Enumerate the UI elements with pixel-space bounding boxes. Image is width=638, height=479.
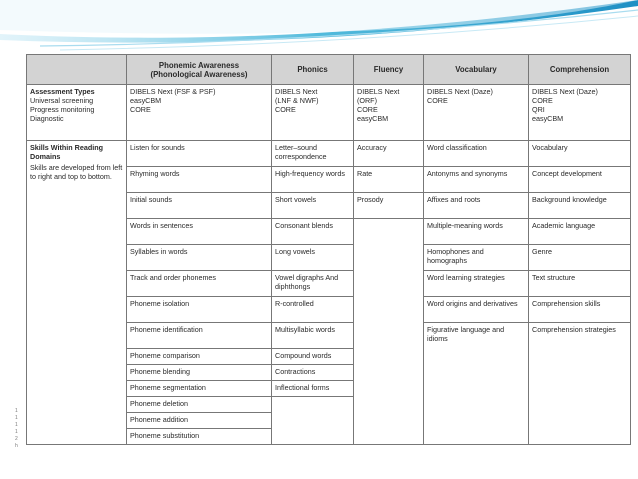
phonemic-skill: Phoneme addition [127,413,272,429]
vocabulary-skill: Homophones and homographs [424,245,529,271]
phonemic-skill: Initial sounds [127,193,272,219]
phonemic-skill: Rhyming words [127,167,272,193]
vocabulary-skill: Multiple-meaning words [424,219,529,245]
phonics-skill: Long vowels [272,245,354,271]
phonics-skill: High-frequency words [272,167,354,193]
skills-within-domains-cell: Skills Within Reading Domains Skills are developed from left to right and top to bottom. [27,141,127,445]
header-phonics: Phonics [272,55,354,85]
phonics-skill: Multisyllabic words [272,323,354,349]
header-vocabulary: Vocabulary [424,55,529,85]
phonemic-skill: Phoneme deletion [127,397,272,413]
assessment-comprehension: DIBELS Next (Daze) CORE QRI easyCBM [529,85,631,141]
comprehension-skill: Vocabulary [529,141,631,167]
comprehension-skill: Comprehension skills [529,297,631,323]
assessment-types-cell: Assessment Types Universal screening Progress monitoring Diagnostic [27,85,127,141]
phonemic-skill: Phoneme segmentation [127,381,272,397]
phonics-skill: Compound words [272,349,354,365]
phonics-skill: Contractions [272,365,354,381]
comprehension-skill: Text structure [529,271,631,297]
fluency-skill: Rate [354,167,424,193]
phonemic-skill: Listen for sounds [127,141,272,167]
fluency-empty [354,219,424,445]
reading-domains-table [26,54,631,445]
phonemic-skill: Phoneme identification [127,323,272,349]
header-row [27,55,631,85]
phonemic-skill: Phoneme substitution [127,429,272,445]
side-marks: 1 1 1 1 2 h [15,408,18,449]
header-corner [27,55,127,85]
phonics-empty [272,397,354,445]
header-fluency: Fluency [354,55,424,85]
vocabulary-skill: Figurative language and idioms [424,323,529,445]
phonemic-skill: Words in sentences [127,219,272,245]
comprehension-skill: Genre [529,245,631,271]
phonics-skill: Inflectional forms [272,381,354,397]
phonemic-skill: Syllables in words [127,245,272,271]
header-comprehension: Comprehension [529,55,631,85]
vocabulary-skill: Antonyms and synonyms [424,167,529,193]
assessment-fluency: DIBELS Next (ORF) CORE easyCBM [354,85,424,141]
fluency-skill: Prosody [354,193,424,219]
phonemic-skill: Phoneme comparison [127,349,272,365]
decorative-swoosh [0,0,638,56]
comprehension-skill: Concept development [529,167,631,193]
assessment-phonics: DIBELS Next (LNF & NWF) CORE [272,85,354,141]
vocabulary-skill: Word origins and derivatives [424,297,529,323]
vocabulary-skill: Word learning strategies [424,271,529,297]
vocabulary-skill: Affixes and roots [424,193,529,219]
phonics-skill: Letter–sound correspondence [272,141,354,167]
phonics-skill: Vowel digraphs And diphthongs [272,271,354,297]
comprehension-skill: Academic language [529,219,631,245]
comprehension-skill: Background knowledge [529,193,631,219]
phonics-skill: Consonant blends [272,219,354,245]
header-phonemic-awareness: Phonemic Awareness (Phonological Awareness) [127,55,272,85]
phonemic-skill: Track and order phonemes [127,271,272,297]
phonemic-skill: Phoneme isolation [127,297,272,323]
assessment-vocabulary: DIBELS Next (Daze) CORE [424,85,529,141]
vocabulary-skill: Word classification [424,141,529,167]
assessment-phonemic: DIBELS Next (FSF & PSF) easyCBM CORE [127,85,272,141]
skills-row [27,141,631,167]
fluency-skill: Accuracy [354,141,424,167]
phonics-skill: Short vowels [272,193,354,219]
comprehension-skill: Comprehension strategies [529,323,631,445]
phonics-skill: R-controlled [272,297,354,323]
phonemic-skill: Phoneme blending [127,365,272,381]
assessment-row [27,85,631,141]
